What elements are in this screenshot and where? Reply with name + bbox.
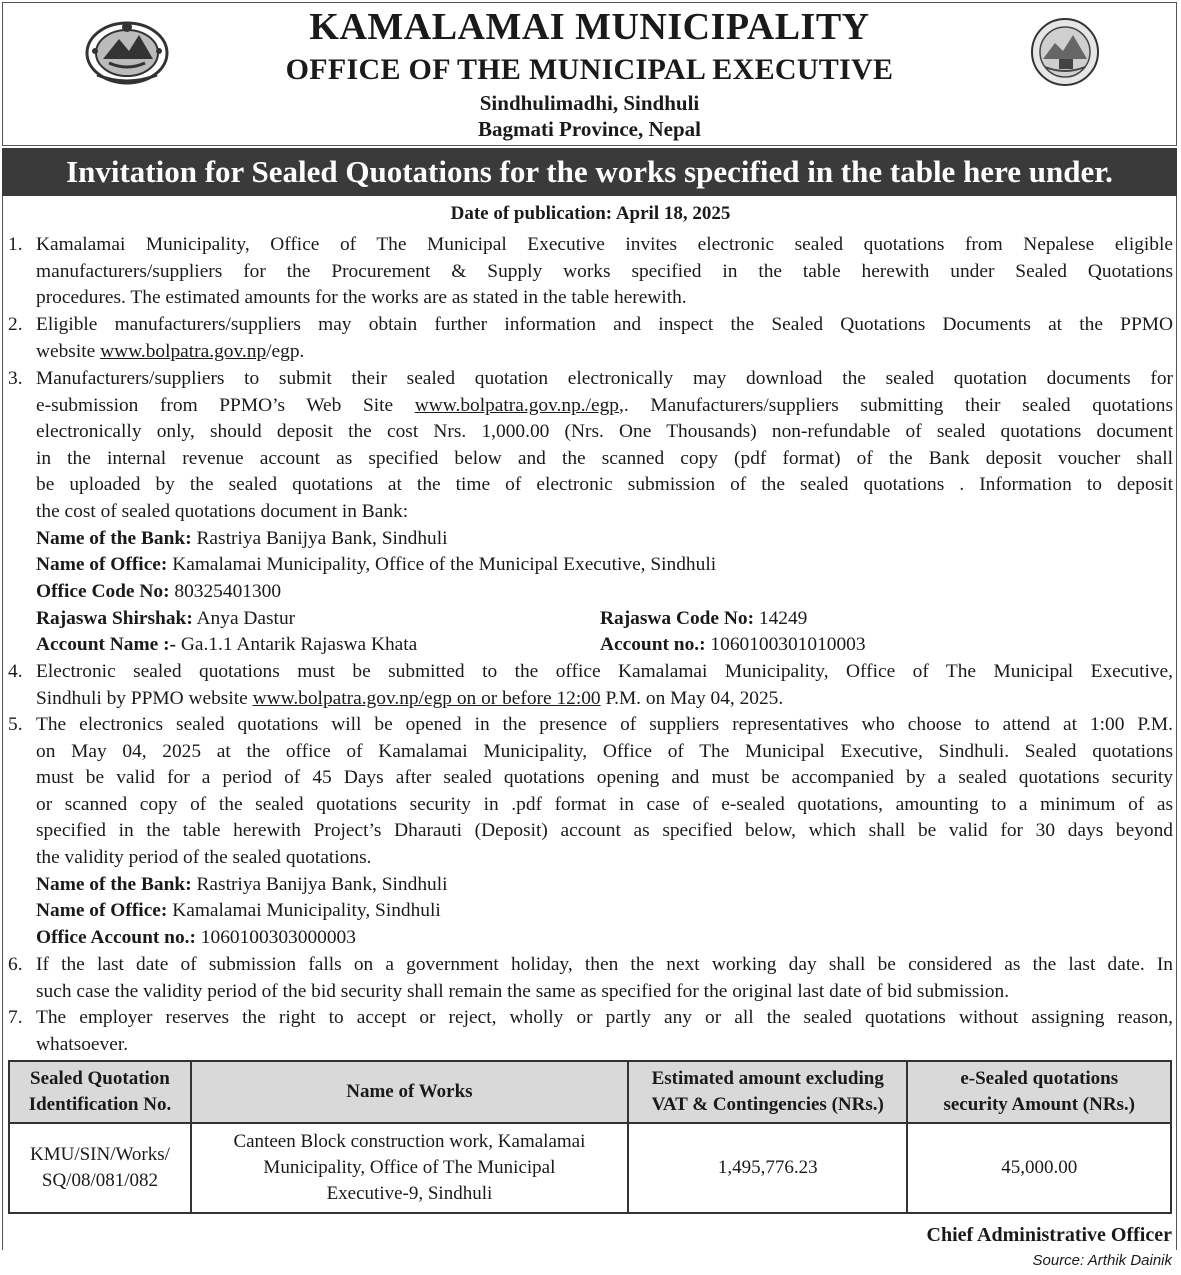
cell-text: KMU/SIN/Works/ bbox=[29, 1144, 170, 1165]
bank2-name bbox=[36, 872, 447, 899]
field-value: 80325401300 bbox=[169, 581, 282, 602]
publication-date: Date of publication: April 18, 2025 bbox=[450, 203, 731, 224]
field-label: Account Name :- bbox=[36, 634, 177, 655]
field-value: Anya Dastur bbox=[192, 608, 296, 629]
header-text: VAT & Contingencies (NRs.) bbox=[651, 1094, 884, 1115]
cell-estimate: 1,495,776.23 bbox=[628, 1123, 908, 1213]
field-label: Rajaswa Shirshak: bbox=[36, 608, 193, 629]
column-header-security bbox=[907, 1061, 1171, 1123]
field-value: 1060100301010003 bbox=[705, 634, 866, 655]
bank1-account-name bbox=[36, 632, 417, 659]
source-credit: Source: Arthik Dainik bbox=[1032, 1252, 1172, 1269]
clause-number: 2. bbox=[8, 314, 23, 335]
clause-number: 1. bbox=[8, 234, 23, 255]
clause-text: Manufacturers/suppliers to submit their sealed quotation electronically may download the sealed quotation documents for bbox=[36, 368, 1173, 389]
clause-text: P.M. on May 04, 2025. bbox=[600, 687, 784, 709]
clause-text: e-submission from PPMO’s Web Site bbox=[36, 394, 415, 416]
column-header-estimate bbox=[628, 1061, 908, 1123]
clause-1 bbox=[8, 232, 1173, 312]
clause-text: the cost of sealed quotations document in Bank: bbox=[36, 500, 409, 522]
bank2-account-number bbox=[36, 925, 356, 952]
clause-number: 7. bbox=[8, 1007, 23, 1028]
bank1-account-number bbox=[600, 632, 866, 659]
table-row bbox=[9, 1123, 1171, 1213]
invitation-banner: Invitation for Sealed Quotations for the works specified in the table here under. bbox=[2, 148, 1177, 196]
table-header-row bbox=[9, 1061, 1171, 1123]
bank1-rajaswa-shirshak bbox=[36, 606, 295, 633]
bank1-name bbox=[36, 526, 447, 553]
cell-text: Municipality, Office of The Municipal bbox=[263, 1157, 556, 1178]
clause-3 bbox=[8, 366, 1173, 526]
location-district: Sindhulimadhi, Sindhuli bbox=[479, 91, 700, 115]
header-text: e-Sealed quotations bbox=[960, 1068, 1119, 1089]
cell-works bbox=[191, 1123, 628, 1213]
clause-number: 4. bbox=[8, 661, 23, 682]
clause-text: manufacturers/suppliers for the Procurement & Supply works specified in the table herewith under Sealed Quotations bbox=[36, 260, 1173, 282]
clause-number: 5. bbox=[8, 714, 23, 735]
field-value: 14249 bbox=[754, 608, 808, 629]
clause-text: The employer reserves the right to accept or reject, wholly or partly any or all the sealed quotations without assigning reason, bbox=[36, 1007, 1173, 1028]
notice-header bbox=[2, 2, 1177, 146]
column-header-id bbox=[9, 1061, 191, 1123]
field-value: Kamalamai Municipality, Office of the Municipal Executive, Sindhuli bbox=[167, 554, 717, 575]
clause-6 bbox=[8, 952, 1173, 1005]
clause-text: If the last date of submission falls on a government holiday, then the next working day shall be considered as the last date. In bbox=[36, 954, 1173, 975]
municipality-logo-icon bbox=[1029, 17, 1101, 87]
field-value: Rastriya Banijya Bank, Sindhuli bbox=[191, 874, 448, 895]
field-label: Office Account no.: bbox=[36, 927, 196, 948]
field-value: Rastriya Banijya Bank, Sindhuli bbox=[191, 528, 448, 549]
clause-text: in the internal revenue account as specified below and the scanned copy (pdf format) of the Bank deposit voucher shall bbox=[36, 447, 1173, 469]
bank1-office bbox=[36, 552, 716, 579]
clause-text: procedures. The estimated amounts for the works are as stated in the table herewith. bbox=[36, 287, 687, 309]
clause-text: /egp. bbox=[266, 340, 305, 362]
cell-text: SQ/08/081/082 bbox=[41, 1170, 158, 1191]
clause-text: whatsoever. bbox=[36, 1033, 129, 1055]
clause-text: be uploaded by the sealed quotations at the time of electronic submission of the sealed quotations . Information to deposit bbox=[36, 474, 1173, 496]
clause-4 bbox=[8, 659, 1173, 712]
column-header-works: Name of Works bbox=[191, 1061, 628, 1123]
clause-text: such case the validity period of the bid security shall remain the same as specified for the original last date of bid submission. bbox=[36, 980, 1010, 1002]
clause-5 bbox=[8, 712, 1173, 872]
field-label: Office Code No: bbox=[36, 581, 170, 602]
header-text: Identification No. bbox=[28, 1094, 172, 1115]
clause-text: must be valid for a period of 45 Days after sealed quotations opening and must be accompanied by a sealed quotations security bbox=[36, 767, 1173, 789]
ppmo-link[interactable]: www.bolpatra.gov.np./egp bbox=[414, 394, 620, 416]
clause-text: specified in the table herewith Project’s Dharauti (Deposit) account as specified below, which shall be valid for 30 days beyond bbox=[36, 820, 1173, 842]
clause-text: on May 04, 2025 at the office of Kamalamai Municipality, Office of The Municipal Executive, Sindhuli. Sealed quotations bbox=[36, 740, 1173, 762]
field-value: Kamalamai Municipality, Sindhuli bbox=[167, 900, 441, 921]
bank2-office bbox=[36, 898, 441, 925]
location-province: Bagmati Province, Nepal bbox=[477, 117, 701, 141]
header-text: Estimated amount excluding bbox=[651, 1068, 884, 1089]
signatory-title: Chief Administrative Officer bbox=[926, 1224, 1172, 1246]
field-label: Rajaswa Code No: bbox=[600, 608, 755, 629]
cell-text: Executive-9, Sindhuli bbox=[326, 1183, 493, 1204]
header-text: Sealed Quotation bbox=[30, 1068, 170, 1089]
bank1-rajaswa-code bbox=[600, 606, 807, 633]
cell-security: 45,000.00 bbox=[907, 1123, 1171, 1213]
cell-text: Canteen Block construction work, Kamalamai bbox=[233, 1131, 586, 1152]
field-label: Name of the Bank: bbox=[36, 874, 192, 895]
clause-text: electronically only, should deposit the cost Nrs. 1,000.00 (Nrs. One Thousands) non-refundable of sealed quotations document bbox=[36, 421, 1173, 443]
field-label: Name of Office: bbox=[36, 900, 168, 921]
field-value: Ga.1.1 Antarik Rajaswa Khata bbox=[176, 634, 418, 655]
clause-2 bbox=[8, 312, 1173, 365]
clause-text: Kamalamai Municipality, Office of The Municipal Executive invites electronic sealed quotations from Nepalese eligible bbox=[36, 234, 1173, 255]
clause-number: 3. bbox=[8, 368, 23, 389]
clause-7 bbox=[8, 1005, 1173, 1058]
clause-text: the validity period of the sealed quotations. bbox=[36, 846, 372, 868]
office-name: OFFICE OF THE MUNICIPAL EXECUTIVE bbox=[285, 53, 894, 86]
ppmo-link[interactable]: www.bolpatra.gov.np/egp on or before 12:00 bbox=[252, 687, 601, 709]
clause-text: ,. Manufacturers/suppliers submitting their sealed quotations bbox=[619, 394, 1173, 416]
clause-text: The electronics sealed quotations will be opened in the presence of suppliers representatives who choose to attend at 1:00 P.M. bbox=[36, 714, 1173, 735]
works-table bbox=[8, 1060, 1172, 1214]
cell-id bbox=[9, 1123, 191, 1213]
clause-text: Electronic sealed quotations must be submitted to the office Kamalamai Municipality, Office of The Municipal Executive, bbox=[36, 661, 1173, 682]
field-label: Name of the Bank: bbox=[36, 528, 192, 549]
municipality-name: KAMALAMAI MUNICIPALITY bbox=[309, 6, 870, 48]
bank1-office-code bbox=[36, 579, 281, 606]
clause-text: or scanned copy of the sealed quotations security in .pdf format in case of e-sealed quotations, amounting to a minimum of as bbox=[36, 793, 1173, 815]
field-label: Name of Office: bbox=[36, 554, 168, 575]
ppmo-link[interactable]: www.bolpatra.gov.np bbox=[100, 340, 267, 362]
field-label: Account no.: bbox=[600, 634, 706, 655]
clause-text: Eligible manufacturers/suppliers may obtain further information and inspect the Sealed Quotations Documents at the PPMO bbox=[36, 314, 1173, 335]
field-value: 1060100303000003 bbox=[195, 927, 356, 948]
header-text: security Amount (NRs.) bbox=[943, 1094, 1136, 1115]
clause-number: 6. bbox=[8, 954, 23, 975]
clause-text: website bbox=[36, 340, 101, 362]
clause-text: Sindhuli by PPMO website bbox=[36, 687, 253, 709]
